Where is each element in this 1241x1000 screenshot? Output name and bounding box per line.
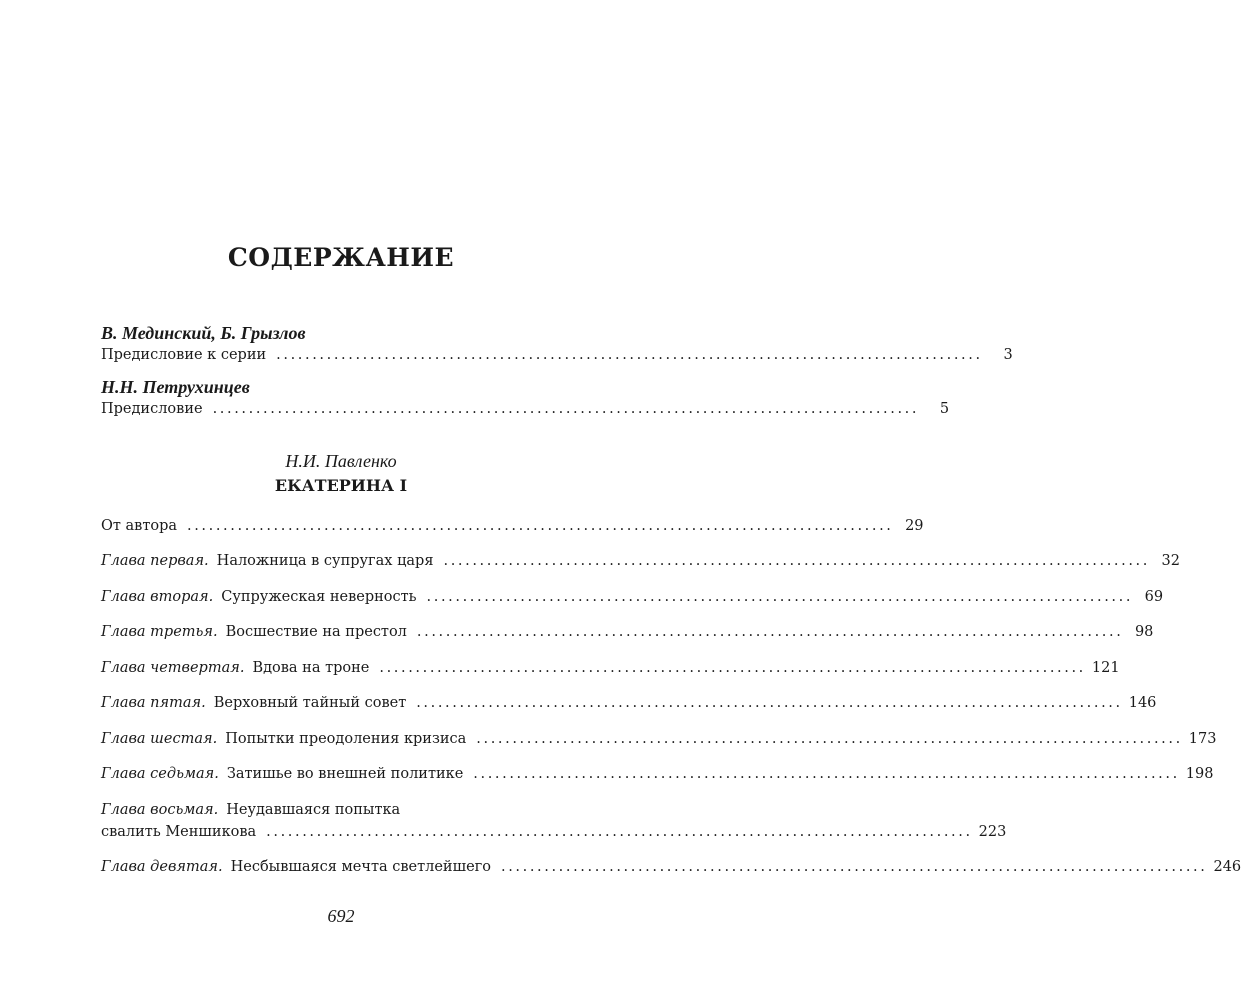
toc-entry-series-preface[interactable]: [101, 345, 1013, 365]
chapter-number: Глава третья.: [101, 624, 218, 640]
toc-page-number: 5: [939, 401, 950, 417]
chapter-number: Глава седьмая.: [101, 766, 219, 782]
toc-entry-chapter-2[interactable]: [101, 587, 1164, 607]
dot-leader: ..................................................................................................: [426, 589, 1134, 605]
dot-leader: ..................................................................................................: [276, 347, 983, 363]
chapter-number: Глава девятая.: [101, 859, 223, 875]
chapter-title: Восшествие на престол: [225, 624, 407, 640]
chapter-number: Глава четвертая.: [101, 660, 245, 676]
chapter-title: Наложница в супругах царя: [216, 553, 434, 569]
section-author: Н.И. Павленко: [285, 451, 397, 471]
toc-page-number: 173: [1188, 731, 1217, 747]
toc-page-number: 121: [1091, 660, 1120, 676]
toc-entry-chapter-4[interactable]: [101, 658, 1120, 678]
toc-page-number: 198: [1185, 766, 1214, 782]
author-series-preface: В. Мединский, Б. Грызлов: [101, 323, 306, 343]
toc-entry-chapter-3[interactable]: [101, 622, 1154, 642]
toc-page-number: 69: [1144, 589, 1164, 605]
toc-page-number: 146: [1128, 695, 1157, 711]
toc-page-number: 29: [905, 518, 924, 534]
toc-page-number: 3: [1003, 347, 1013, 363]
toc-page-number: 246: [1213, 859, 1241, 875]
dot-leader: ..................................................................................................: [500, 859, 1208, 875]
chapter-title: Вдова на троне: [252, 660, 370, 676]
toc-entry-label: От автора: [101, 518, 178, 534]
chapter-number: Глава вторая.: [101, 589, 214, 605]
page-title: СОДЕРЖАНИЕ: [227, 243, 455, 272]
toc-entry-chapter-8[interactable]: [101, 822, 1007, 842]
page-folio: 692: [327, 906, 355, 926]
toc-page-number: 32: [1161, 553, 1180, 569]
dot-leader: ..................................................................................................: [473, 766, 1180, 782]
chapter-title: Неудавшаяся попытка: [226, 802, 401, 818]
dot-leader: ..................................................................................................: [187, 518, 894, 534]
chapter-number: Глава первая.: [101, 553, 209, 569]
chapter-title: Попытки преодоления кризиса: [225, 731, 467, 747]
toc-page-number: 223: [978, 824, 1007, 840]
toc-entry-chapter-8-line-1[interactable]: [101, 800, 400, 820]
chapter-title: Супружеская неверность: [221, 589, 417, 605]
toc-entry-from-author[interactable]: [101, 516, 924, 536]
dot-leader: ..................................................................................................: [266, 824, 973, 840]
chapter-number: Глава шестая.: [101, 731, 218, 747]
toc-entry-chapter-1[interactable]: [101, 551, 1180, 571]
dot-leader: ..................................................................................................: [416, 624, 1124, 640]
author-preface: Н.Н. Петрухинцев: [101, 377, 250, 397]
toc-entry-chapter-6[interactable]: [101, 729, 1217, 749]
toc-entry-chapter-9[interactable]: [101, 857, 1241, 877]
toc-page-number: 98: [1134, 624, 1154, 640]
chapter-title: Верховный тайный совет: [213, 695, 407, 711]
toc-entry-preface[interactable]: [101, 399, 950, 419]
dot-leader: ..................................................................................................: [212, 401, 920, 417]
chapter-number: Глава пятая.: [101, 695, 206, 711]
dot-leader: ..................................................................................................: [416, 695, 1123, 711]
dot-leader: ..................................................................................................: [476, 731, 1183, 747]
chapter-number: Глава восьмая.: [101, 802, 219, 818]
toc-entry-label: Предисловие: [101, 401, 203, 417]
toc-entry-chapter-7[interactable]: [101, 764, 1214, 784]
chapter-title: Затишье во внешней политике: [226, 766, 464, 782]
section-title: ЕКАТЕРИНА I: [274, 476, 408, 495]
chapter-title: Несбывшаяся мечта светлейшего: [230, 859, 491, 875]
toc-entry-label: Предисловие к серии: [101, 347, 267, 363]
chapter-title-continued: свалить Меншикова: [101, 824, 257, 840]
toc-entry-chapter-5[interactable]: [101, 693, 1157, 713]
dot-leader: ..................................................................................................: [379, 660, 1086, 676]
dot-leader: ..................................................................................................: [443, 553, 1150, 569]
